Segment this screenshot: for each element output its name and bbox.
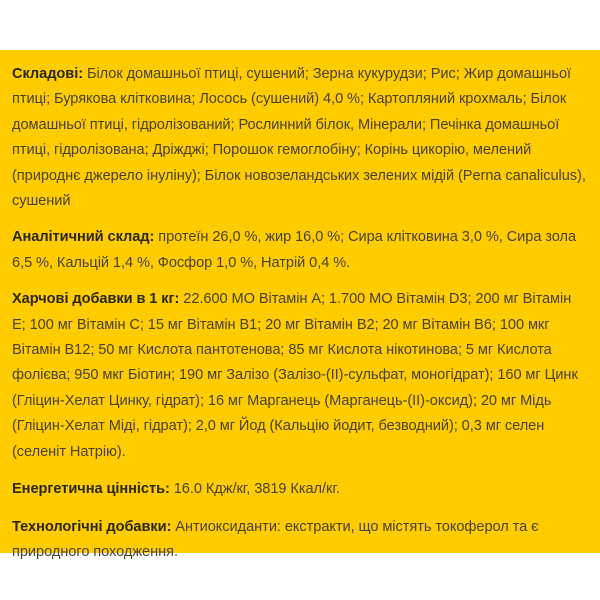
ingredients-value: Білок домашньої птиці, сушений; Зерна кукурудзи; Рис; Жир домашньої птиці; Бурякова клітковина; Лосось (сушений) 4,0 %; Картопляний крохмаль; Білок домашньої птиці, гідролізований; Рослинний білок, Мінерали; Печінка домашньої птиці, гідролізована; Дріжджі; Порошок гемоглобіну; Корінь цикорію, мелений (природнє джерело інуліну); Білок новозеландських зелених мідій (Perna canaliculus), сушений xyxy=(12,66,586,210)
product-info-panel xyxy=(0,50,600,560)
energy-value-label: Енергетична цінність: xyxy=(12,481,170,498)
technological-additives-value: Антиоксиданти: екстракти, що містять токоферол та є природного походження. xyxy=(12,518,539,560)
analytical-composition-section xyxy=(12,225,586,276)
nutritional-additives-value: 22.600 МО Вітамін A; 1.700 МО Вітамін D3; 200 мг Вітамін E; 100 мг Вітамін C; 15 мг Вітамін B1; 20 мг Вітамін B2; 20 мг Вітамін B6; 100 мкг Вітамін B12; 50 мг Кислота пантотенова; 85 мг Кислота нікотинова; 5 мг Кислота фолієва; 950 мкг Біотин; 190 мг Залізо (Залізо-(II)-сульфат, моногідрат); 160 мг Цинк (Гліцин-Хелат Цинку, гідрат); 16 мг Марганець (Марганець-(II)-оксид); 20 мг Мідь (Гліцин-Хелат Міді, гідрат); 2,0 мг Йод (Кальцію йодит, безводний); 0,3 мг селен (селеніт Натрію). xyxy=(12,291,578,460)
energy-value-section xyxy=(12,477,586,502)
nutritional-additives-label: Харчові добавки в 1 кг: xyxy=(12,291,180,308)
technological-additives-label: Технологічні добавки: xyxy=(12,518,172,535)
analytical-composition-label: Аналітичний склад: xyxy=(12,229,155,246)
nutritional-additives-section xyxy=(12,287,586,465)
ingredients-label: Складові: xyxy=(12,66,84,82)
energy-value-value: 16.0 Кдж/кг, 3819 Ккал/кг. xyxy=(173,481,340,498)
technological-additives-section xyxy=(12,515,586,566)
analytical-composition-value: протеїн 26,0 %, жир 16,0 %; Сира клітковина 3,0 %, Сира зола 6,5 %, Кальцій 1,4 %, Фосфор 1,0 %, Натрій 0,4 %. xyxy=(12,229,577,271)
ingredients-section xyxy=(12,62,586,214)
